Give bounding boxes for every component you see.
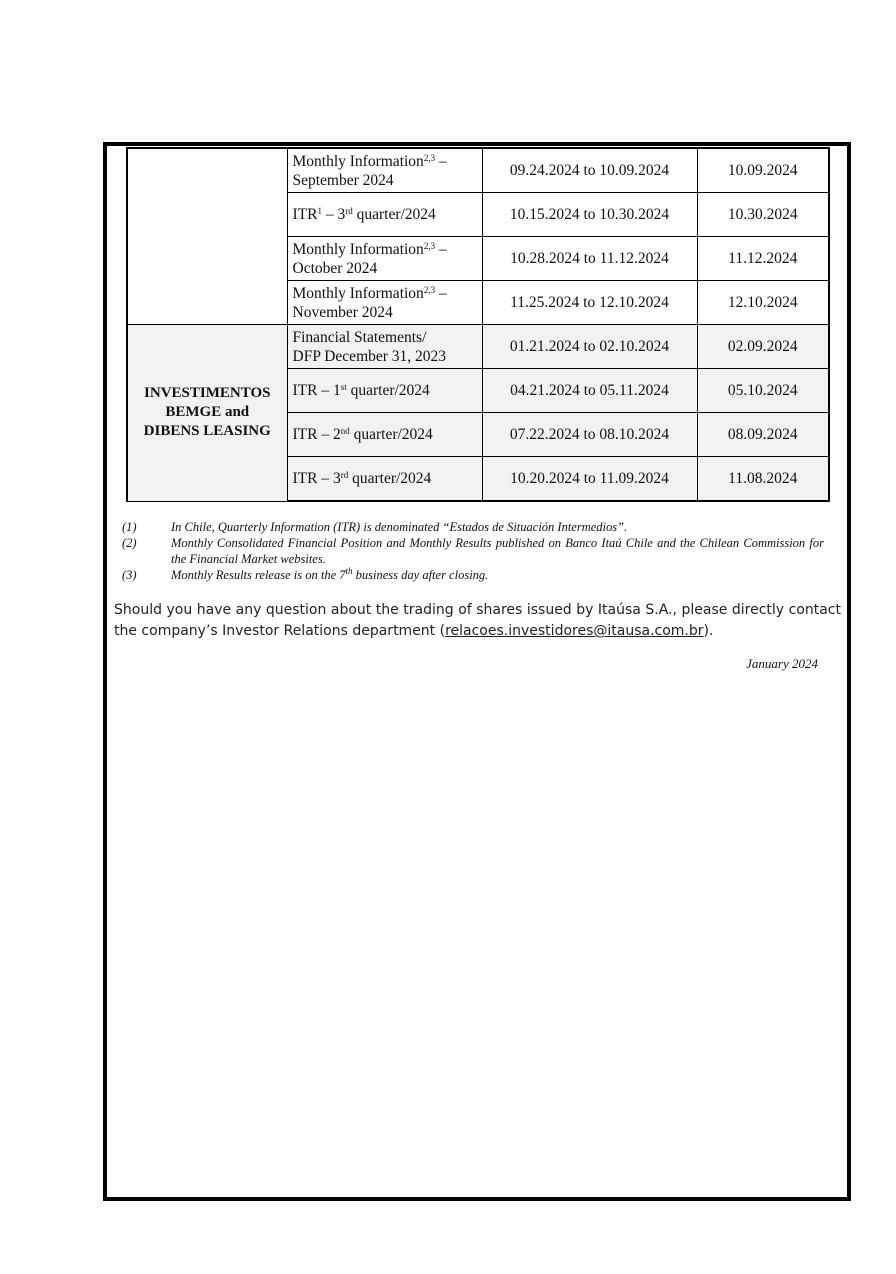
event-cell: ITR$^1$ – 3rd quarter/2024 <box>287 193 482 237</box>
period-cell: 10.28.2024 to 11.12.2024 <box>482 237 697 281</box>
footnote-number: (1) <box>122 520 137 534</box>
footnotes <box>118 519 824 583</box>
period-cell: 11.25.2024 to 12.10.2024 <box>482 281 697 325</box>
table-row <box>127 325 829 369</box>
period-cell: 09.24.2024 to 10.09.2024 <box>482 148 697 193</box>
release-date-cell: 11.08.2024 <box>697 457 829 502</box>
release-date-cell: 11.12.2024 <box>697 237 829 281</box>
release-date-cell: 10.09.2024 <box>697 148 829 193</box>
release-date-cell: 10.30.2024 <box>697 193 829 237</box>
event-cell: Monthly Information$^{2,3}$ – September 2024 <box>287 148 482 193</box>
period-cell: 10.15.2024 to 10.30.2024 <box>482 193 697 237</box>
release-date-cell: 02.09.2024 <box>697 325 829 369</box>
footnote <box>118 567 824 583</box>
company-name-cell: INVESTIMENTOS BEMGE and DIBENS LEASING <box>127 325 287 502</box>
footnote-number: (3) <box>122 568 137 582</box>
event-cell: ITR – 1st quarter/2024 <box>287 369 482 413</box>
company-cell-empty <box>127 148 287 325</box>
document-date: January 2024 <box>746 656 818 671</box>
footnote-text: In Chile, Quarterly Information (ITR) is denominated “Estados de Situación Intermedios”. <box>171 520 628 534</box>
footnote <box>118 519 824 535</box>
disclosure-schedule-table <box>126 147 830 502</box>
investor-relations-email-link[interactable]: relacoes.investidores@itausa.com.br <box>445 623 704 639</box>
table-row <box>127 148 829 193</box>
event-cell: Financial Statements/ DFP December 31, 2023 <box>287 325 482 369</box>
footnote <box>118 535 824 567</box>
event-cell: Monthly Information$^{2,3}$ – November 2024 <box>287 281 482 325</box>
period-cell: 01.21.2024 to 02.10.2024 <box>482 325 697 369</box>
release-date-cell: 05.10.2024 <box>697 369 829 413</box>
period-cell: 10.20.2024 to 11.09.2024 <box>482 457 697 502</box>
footnote-text: Monthly Consolidated Financial Position and Monthly Results published on Banco Itaú Chile and the Chilean Commission for the Financial Market websites. <box>171 536 824 566</box>
release-date-cell: 12.10.2024 <box>697 281 829 325</box>
event-cell: Monthly Information$^{2,3}$ – October 2024 <box>287 237 482 281</box>
footnote-text: Monthly Results release is on the 7th business day after closing. <box>171 566 489 582</box>
period-cell: 04.21.2024 to 05.11.2024 <box>482 369 697 413</box>
event-cell: ITR – 2nd quarter/2024 <box>287 413 482 457</box>
footnote-number: (2) <box>122 536 137 550</box>
contact-paragraph: Should you have any question about the trading of shares issued by Itaúsa S.A., please directly contact the company’s Investor Relations department (relacoes.investidores@itausa.com.br). <box>114 602 841 639</box>
release-date-cell: 08.09.2024 <box>697 413 829 457</box>
event-cell: ITR – 3rd quarter/2024 <box>287 457 482 502</box>
period-cell: 07.22.2024 to 08.10.2024 <box>482 413 697 457</box>
